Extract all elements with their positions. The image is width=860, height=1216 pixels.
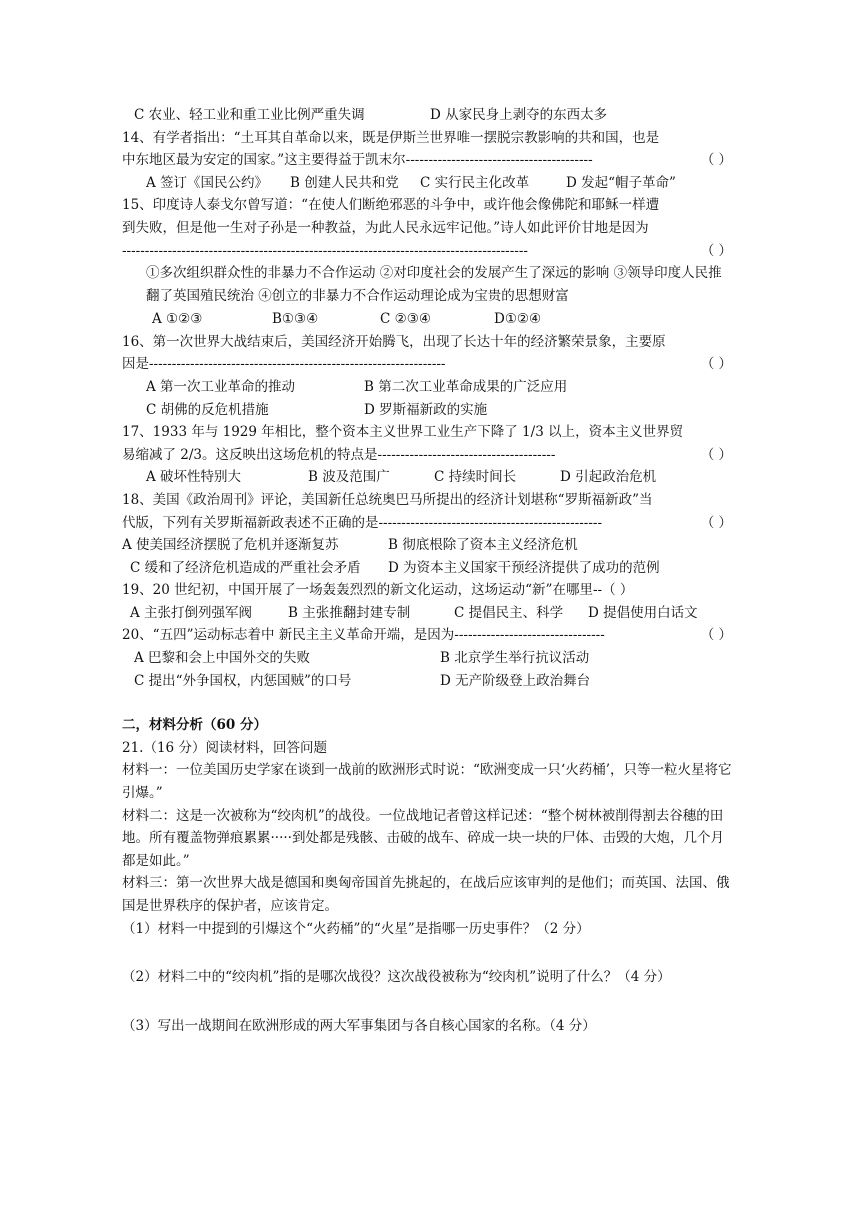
q20-option-b: B 北京学生举行抗议活动 [440, 650, 590, 667]
q15-stem-line1: 15、印度诗人泰戈尔曾写道：“在使人们断绝邪恶的斗争中，或许他会像佛陀和耶稣一样遭 [122, 197, 660, 214]
q16-stem-line2 [122, 353, 732, 376]
q20-options-ab [122, 647, 732, 670]
q16-stem-line2-text: 因是----------------------------------------------------------------- [122, 356, 446, 373]
q19-stem-line1: 19、20 世纪初，中国开展了一场轰轰烈烈的新文化运动，这场运动“新”在哪里--（ ） [122, 582, 634, 599]
q15-option-d: D①②④ [494, 311, 542, 328]
q19-options [122, 602, 732, 625]
q18-options-cd [122, 557, 732, 580]
q16-option-a: A 第一次工业革命的推动 [146, 378, 296, 395]
q21-subquestion-1: （1）材料一中提到的引爆这个“火药桶”的“火星”是指哪一历史事件？（2 分） [122, 920, 590, 937]
q20-answer-paren: （ ） [699, 624, 732, 647]
q20-option-d: D 无产阶级登上政治舞台 [440, 672, 591, 689]
q14-stem-line1: 14、有学者指出：“土耳其自革命以来，既是伊斯兰世界唯一摆脱宗教影响的共和国，也是 [122, 129, 660, 146]
answer-space-1 [122, 940, 732, 966]
q16-options-cd [122, 399, 732, 422]
q14-stem-line2 [122, 149, 732, 172]
q20-option-c: C 提出“外争国权，内惩国贼”的口号 [134, 672, 352, 689]
q20-stem-line1-text: 20、“五四”运动标志着中 新民主主义革命开端，是因为--------------------------------- [122, 627, 605, 644]
q13-option-d: D 从家民身上剥夺的东西太多 [430, 107, 608, 123]
q19-option-b: B 主张推翻封建专制 [288, 604, 411, 621]
q20-stem-line1 [122, 624, 732, 647]
q16-option-c: C 胡佛的反危机措施 [146, 401, 269, 418]
q17-option-d: D 引起政治危机 [560, 469, 657, 486]
q15-option-b: B①③④ [272, 311, 319, 328]
q19-option-a: A 主张打倒列强军阀 [130, 604, 253, 621]
q18-option-d: D 为资本主义国家干预经济提供了成功的范例 [388, 559, 660, 576]
q15-option-a: A ①②③ [152, 311, 203, 328]
section2-title: 二，材料分析（60 分） [122, 717, 267, 734]
q14-option-b: B 创建人民共和党 [290, 174, 399, 191]
q14-option-c: C 实行民主化改革 [420, 174, 530, 191]
q14-option-d: D 发起“帽子革命” [566, 174, 676, 191]
q16-option-b: B 第二次工业革命成果的广泛应用 [364, 378, 568, 395]
q15-stem-line3-text: ----------------------------------------------------------------------------------------- [122, 242, 528, 259]
q16-option-d: D 罗斯福新政的实施 [364, 401, 488, 418]
q17-stem-line2-text: 易缩减了 2/3。这反映出这场危机的特点是--------------------------------------- [122, 446, 556, 463]
q15-statements: ①多次组织群众性的非暴力不合作运动 ②对印度社会的发展产生了深远的影响 ③领导印度人民推翻了英国殖民统治 ④创立的非暴力不合作运动理论成为宝贵的思想财富 [146, 265, 722, 305]
q16-options-ab [122, 376, 732, 399]
q14-option-a: A 签订《国民公约》 [146, 174, 269, 191]
q14-answer-paren: （ ） [700, 152, 732, 169]
q17-stem-line2 [122, 444, 732, 467]
q18-option-a: A 使美国经济摆脱了危机并逐渐复苏 [122, 537, 339, 554]
q19-option-c: C 提倡民主、科学 [454, 604, 564, 621]
q15-option-c: C ②③④ [380, 311, 431, 328]
answer-space-2 [122, 989, 732, 1015]
q16-stem-line1: 16、第一次世界大战结束后，美国经济开始腾飞，出现了长达十年的经济繁荣景象，主要原 [122, 333, 666, 350]
q17-option-b: B 波及范围广 [308, 469, 390, 486]
q17-stem-line1: 17、1933 年与 1929 年相比，整个资本主义世界工业生产下降了 1/3 以上，资本主义世界贸 [122, 424, 684, 441]
q18-option-c: C 缓和了经济危机造成的严重社会矛盾 [130, 559, 361, 576]
q14-stem-line2-text: 中东地区最为安定的国家。”这主要得益于凯末尔----------------------------------------- [122, 152, 593, 169]
q21-subquestion-2: （2）材料二中的“绞肉机”指的是哪次战役？这次战役被称为“绞肉机”说明了什么？（4 分） [122, 969, 671, 986]
q17-options [122, 466, 732, 489]
q20-option-a: A 巴黎和会上中国外交的失败 [134, 650, 311, 667]
q18-option-b: B 彻底根除了资本主义经济危机 [388, 537, 578, 554]
q15-options [122, 308, 732, 331]
q13-option-c: C 农业、轻工业和重工业比例严重失调 [134, 107, 365, 123]
q21-subquestion-3: （3）写出一战期间在欧洲形成的两大军事集团与各自核心国家的名称。（4 分） [122, 1017, 596, 1034]
q17-option-c: C 持续时间长 [434, 469, 517, 486]
q21-material-3: 材料三：第一次世界大战是德国和奥匈帝国首先挑起的，在战后应该审判的是他们；而英国、法国、俄国是世界秩序的保护者，应该肯定。 [122, 875, 730, 914]
q21-material-2: 材料二：这是一次被称为“绞肉机”的战役。一位战地记者曾这样记述：“整个树林被削得割去谷穗的田地。所有覆盖物弹痕累累·····到处都是残骸、击破的战车、碎成一块一块的尸体、击毁的大炮，几个月都是如此。” [122, 807, 724, 869]
q15-stem-line3 [122, 240, 732, 263]
q18-stem-line1: 18、美国《政治周刊》评论，美国新任总统奥巴马所提出的经济计划堪称“罗斯福新政”当 [122, 491, 653, 508]
q18-options-ab [122, 534, 732, 557]
q18-stem-line2-text: 代版，下列有关罗斯福新政表述不正确的是------------------------------------------------- [122, 514, 603, 531]
q21-intro: 21.（16 分）阅读材料，回答问题 [122, 739, 327, 756]
exam-page [122, 104, 732, 1037]
q20-options-cd [122, 670, 732, 693]
q15-answer-paren: （ ） [699, 240, 732, 263]
q16-answer-paren: （ ） [699, 353, 732, 376]
q14-options [122, 172, 732, 195]
q17-answer-paren: （ ） [699, 444, 732, 467]
q21-material-1: 材料一：一位美国历史学家在谈到一战前的欧洲形式时说：“欧洲变成一只‘火药桶’，只等一粒火星将它引爆。” [122, 762, 732, 802]
q15-stem-line2: 到失败，但是他一生对子孙是一种教益，为此人民永远牢记他。”诗人如此评价甘地是因为 [122, 219, 649, 236]
q19-option-d: D 提倡使用白话文 [588, 604, 698, 621]
q18-answer-paren: （ ） [699, 512, 732, 535]
q13-options-cd [122, 104, 732, 127]
q17-option-a: A 破坏性特别大 [146, 469, 242, 486]
q18-stem-line2 [122, 512, 732, 535]
